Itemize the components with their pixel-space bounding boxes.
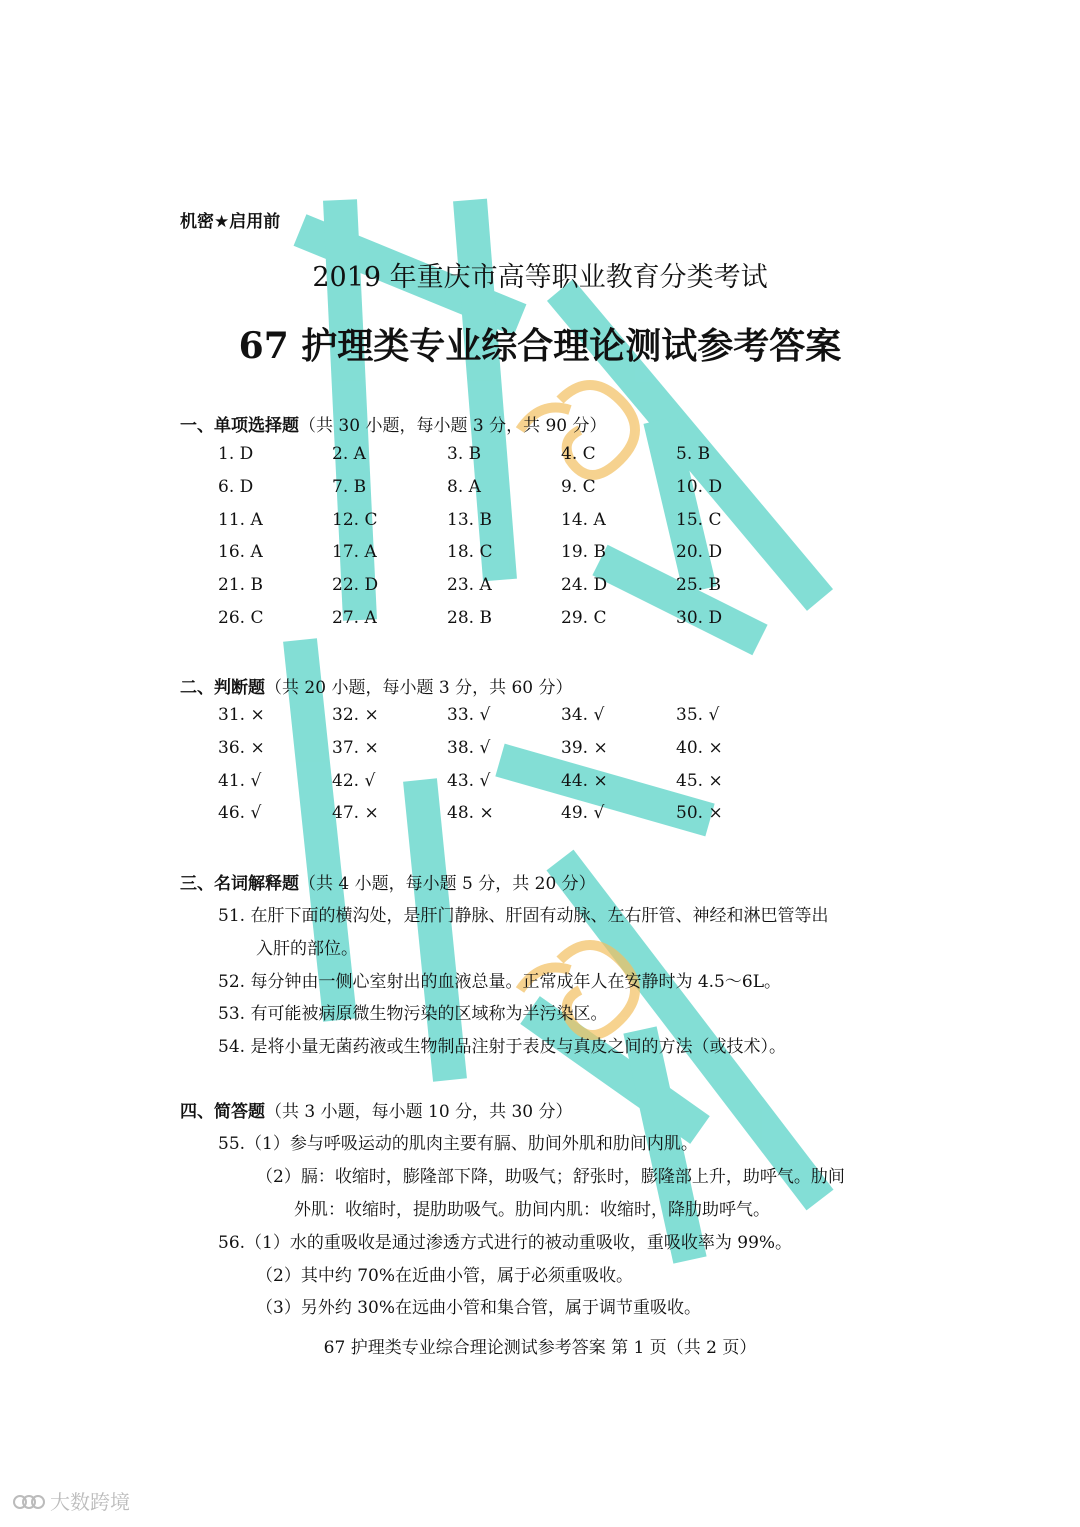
answer-55-2-line1: （2）膈：收缩时，膨隆部下降，助吸气；舒张时，膨隆部上升，助呼气。肋间 [256, 1167, 845, 1187]
section-judge-note: （共 20 小题，每小题 3 分，共 60 分） [265, 678, 573, 698]
logo-text: 大数跨境 [50, 1490, 130, 1514]
choice-answer: 17. A [332, 542, 377, 563]
answer-56-1: 56.（1）水的重吸收是通过渗透方式进行的被动重吸收，重吸收率为 99%。 [218, 1233, 793, 1253]
judge-answer: 38. √ [447, 737, 491, 758]
section-choice-label: 一、单项选择题 [180, 416, 299, 436]
choice-answer: 23. A [447, 575, 492, 596]
choice-answer: 13. B [447, 509, 492, 530]
judge-answer: 32. × [332, 705, 379, 725]
judge-answer: 34. √ [561, 705, 605, 725]
choice-answer: 28. B [447, 608, 492, 628]
page-footer: 67 护理类专业综合理论测试参考答案 第 1 页（共 2 页） [323, 1338, 757, 1358]
choice-answer: 4. C [561, 444, 596, 464]
choice-answer: 7. B [332, 476, 367, 497]
choice-answer: 1. D [218, 444, 254, 464]
answer-key-title: 67 护理类专业综合理论测试参考答案 [238, 325, 842, 367]
judge-answer: 49. √ [561, 803, 605, 824]
choice-answer: 26. C [218, 608, 264, 628]
choice-answer: 27. A [332, 608, 377, 628]
logo-icon [12, 1490, 46, 1512]
judge-answer: 35. √ [676, 705, 720, 725]
answer-54: 54. 是将小量无菌药液或生物制品注射于表皮与真皮之间的方法（或技术）。 [218, 1037, 786, 1057]
judge-answer: 41. √ [218, 770, 262, 791]
section-choice-note: （共 30 小题，每小题 3 分，共 90 分） [299, 416, 607, 436]
section-choice-heading [180, 411, 607, 436]
judge-answer: 42. √ [332, 770, 376, 791]
choice-answer: 2. A [332, 444, 366, 464]
judge-answer: 33. √ [447, 705, 491, 725]
answer-55-1: 55.（1）参与呼吸运动的肌肉主要有膈、肋间外肌和肋间内肌。 [218, 1134, 698, 1154]
answer-53: 53. 有可能被病原微生物污染的区域称为半污染区。 [218, 1004, 608, 1024]
judge-answer: 44. × [561, 770, 608, 791]
choice-answer: 14. A [561, 509, 606, 530]
judge-answer: 47. × [332, 803, 379, 824]
section-terms-label: 三、名词解释题 [180, 874, 299, 894]
judge-answer: 36. × [218, 737, 265, 758]
choice-answer: 19. B [561, 542, 606, 563]
judge-answer: 31. × [218, 705, 265, 725]
section-short-note: （共 3 小题，每小题 10 分，共 30 分） [265, 1102, 573, 1122]
judge-answer: 50. × [676, 803, 723, 824]
answer-56-3: （3）另外约 30%在远曲小管和集合管，属于调节重吸收。 [256, 1298, 702, 1318]
judge-answer: 46. √ [218, 803, 262, 824]
choice-answer: 30. D [676, 608, 723, 628]
section-judge-label: 二、判断题 [180, 678, 265, 698]
confidential-label: 机密★启用前 [180, 212, 281, 232]
choice-answer: 16. A [218, 542, 263, 563]
choice-answer: 8. A [447, 476, 481, 497]
choice-answer: 21. B [218, 575, 263, 596]
answer-51-line2: 入肝的部位。 [256, 939, 358, 959]
exam-title: 2019 年重庆市高等职业教育分类考试 [312, 262, 768, 293]
section-terms-note: （共 4 小题，每小题 5 分，共 20 分） [299, 874, 596, 894]
section-short-heading [180, 1097, 573, 1122]
choice-answer: 12. C [332, 509, 378, 530]
choice-answer: 6. D [218, 476, 254, 497]
logo [12, 1486, 130, 1515]
choice-answer: 9. C [561, 476, 596, 497]
judge-answer: 39. × [561, 737, 608, 758]
judge-answer: 43. √ [447, 770, 491, 791]
answer-55-2-line2: 外肌：收缩时，提肋助吸气。肋间内肌：收缩时，降肋助呼气。 [294, 1200, 770, 1220]
choice-answer: 18. C [447, 542, 493, 563]
choice-answer: 29. C [561, 608, 607, 628]
answer-56-2: （2）其中约 70%在近曲小管，属于必须重吸收。 [256, 1266, 634, 1286]
choice-answer: 10. D [676, 476, 723, 497]
choice-answer: 22. D [332, 575, 379, 596]
section-judge-heading [180, 673, 573, 698]
answer-52: 52. 每分钟由一侧心室射出的血液总量。正常成年人在安静时为 4.5～6L。 [218, 972, 781, 992]
choice-answer: 3. B [447, 444, 482, 464]
choice-answer: 25. B [676, 575, 721, 596]
choice-answer: 24. D [561, 575, 608, 596]
section-terms-heading [180, 869, 596, 894]
section-short-label: 四、简答题 [180, 1102, 265, 1122]
choice-answer: 20. D [676, 542, 723, 563]
choice-answer: 11. A [218, 509, 263, 530]
choice-answer: 5. B [676, 444, 711, 464]
judge-answer: 45. × [676, 770, 723, 791]
judge-answer: 40. × [676, 737, 723, 758]
judge-answer: 48. × [447, 803, 494, 824]
judge-answer: 37. × [332, 737, 379, 758]
choice-answer: 15. C [676, 509, 722, 530]
answer-51-line1: 51. 在肝下面的横沟处，是肝门静脉、肝固有动脉、左右肝管、神经和淋巴管等出 [218, 906, 829, 926]
